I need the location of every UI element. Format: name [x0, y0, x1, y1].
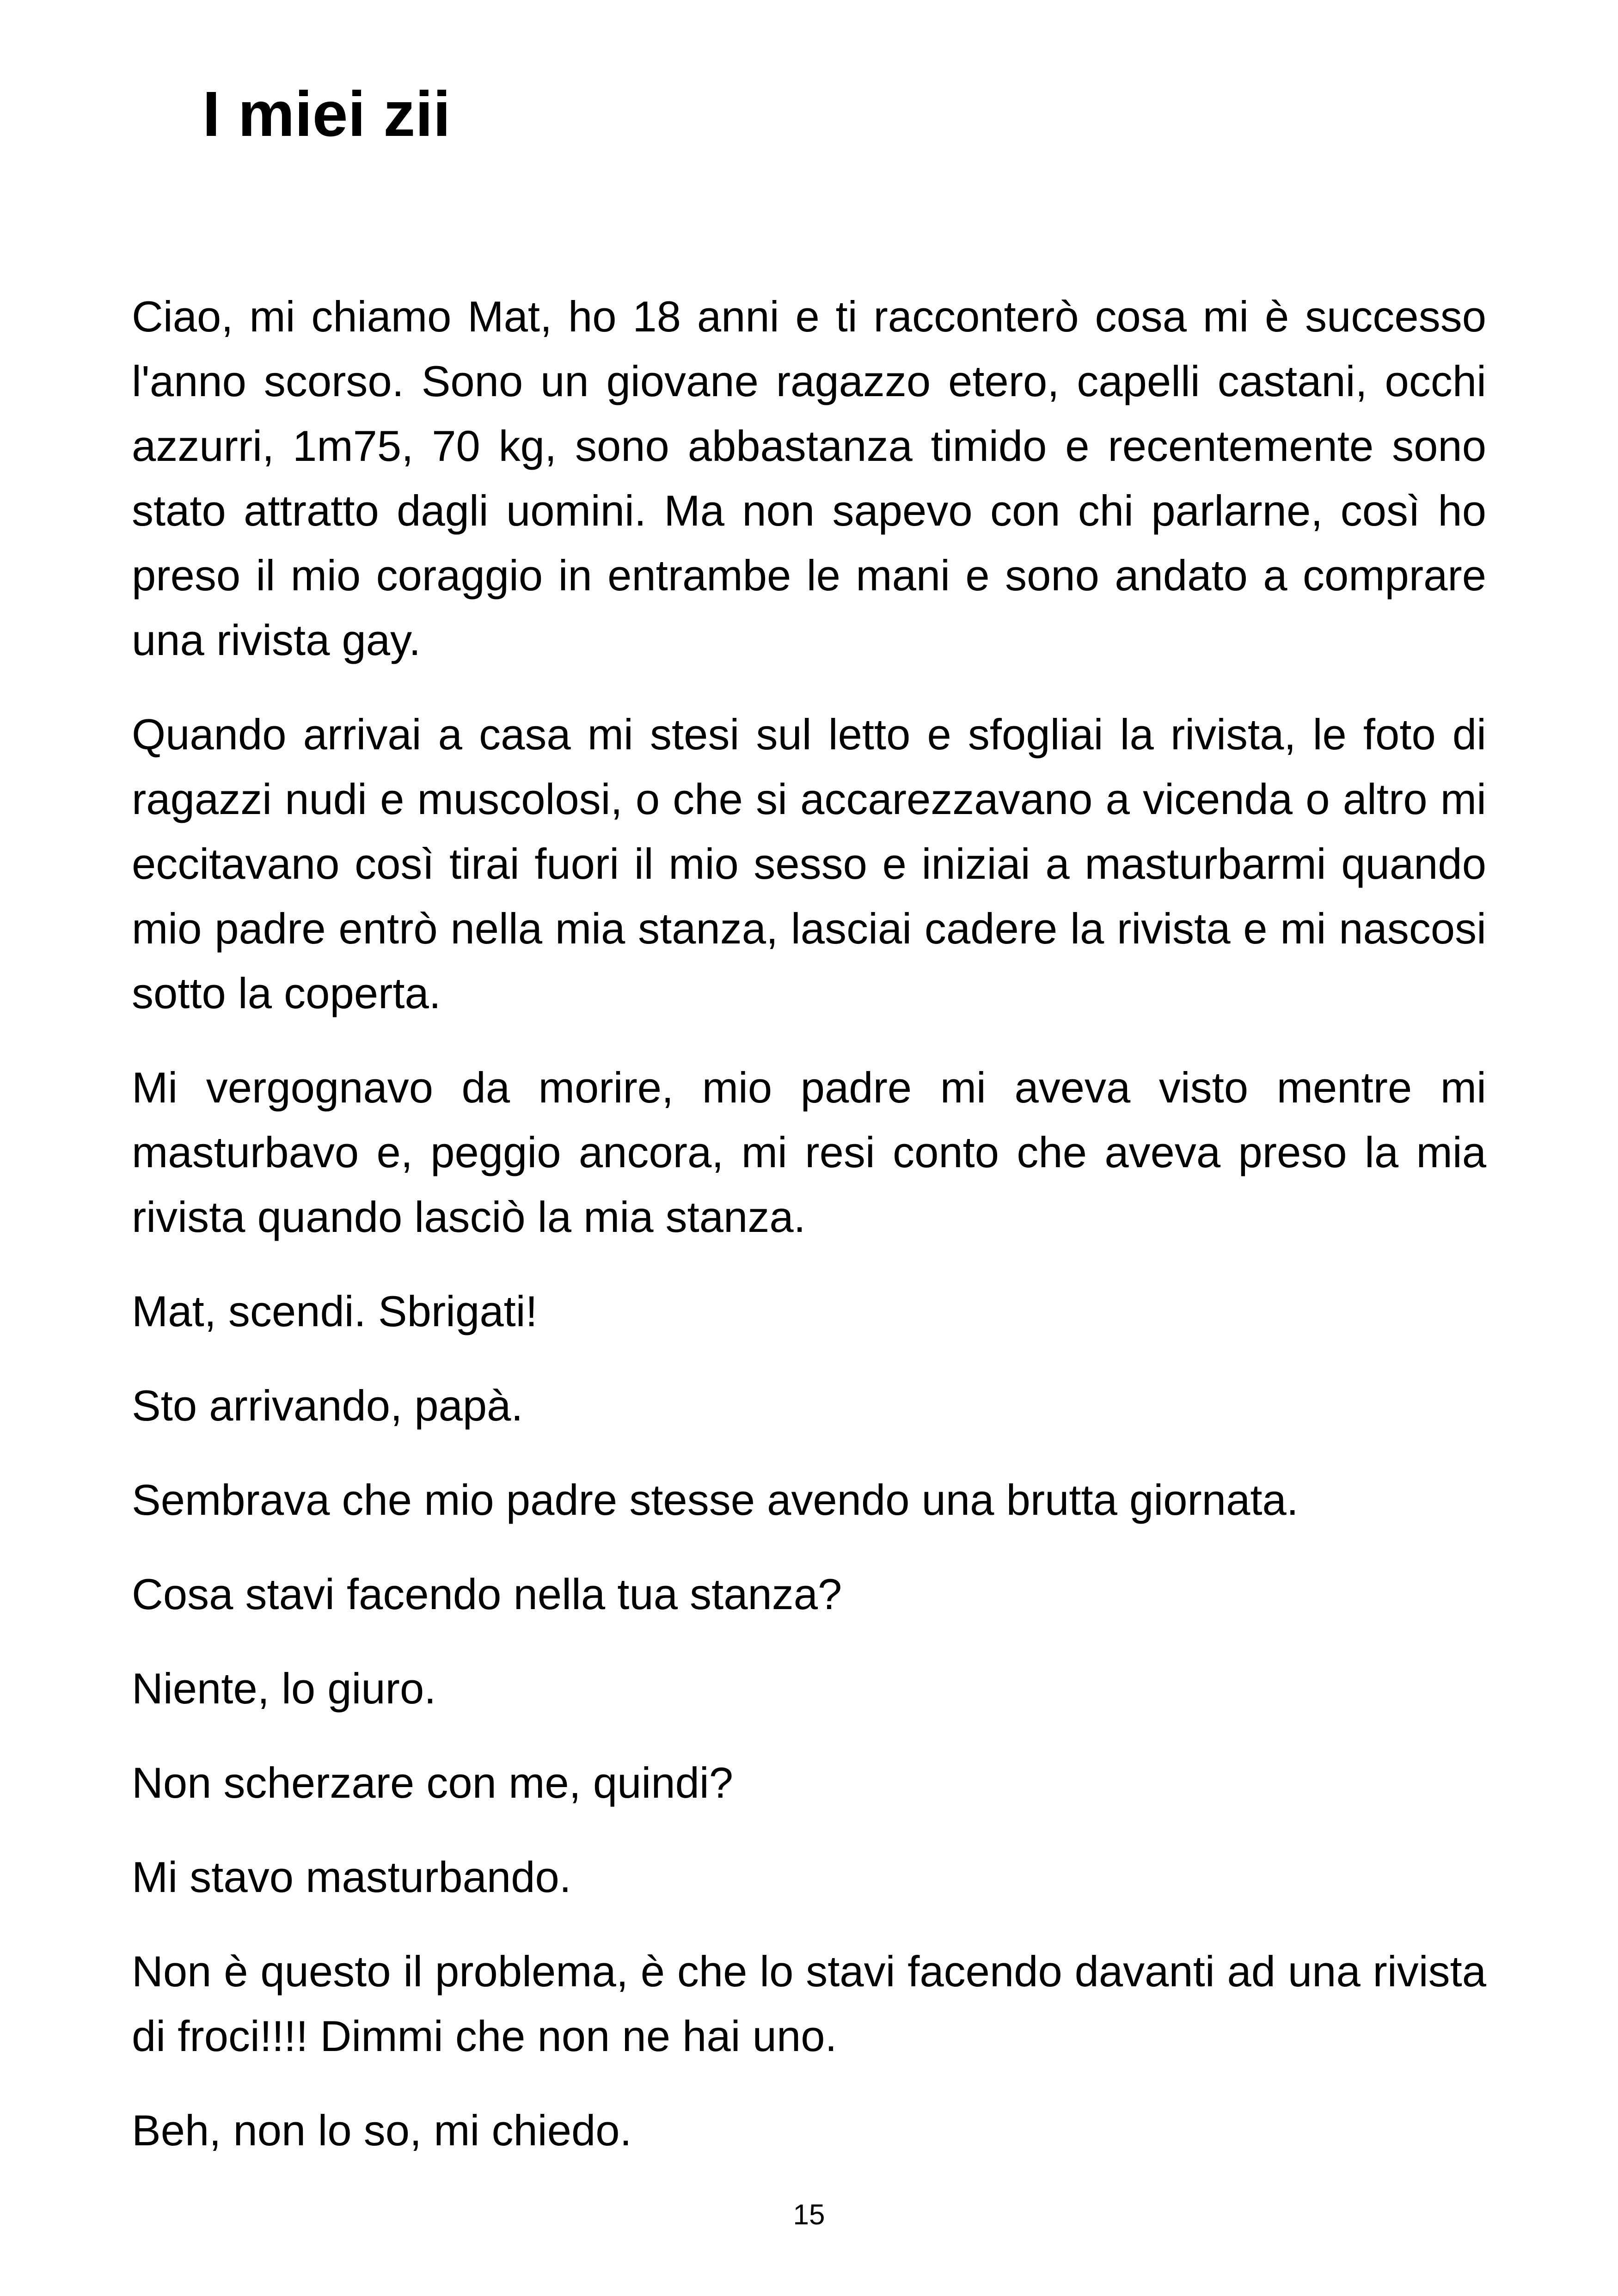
paragraph: Ciao, mi chiamo Mat, ho 18 anni e ti racconterò cosa mi è successo l'anno scorso. Sono un giovane ragazzo etero, capelli castani, occhi azzurri, 1m75, 70 kg, sono abbastanza timido e recentemente sono stato attratto dagli uomini. Ma non sapevo con chi parlarne, così ho preso il mio coraggio in entrambe le mani e sono andato a comprare una rivista gay.	[132, 292, 1486, 664]
paragraph: Mi vergognavo da morire, mio padre mi aveva visto mentre mi masturbavo e, peggio ancora, mi resi conto che aveva preso la mia rivista quando lasciò la mia stanza.	[132, 1063, 1486, 1241]
document-body	[132, 284, 1486, 2192]
page-number: 15	[793, 2199, 825, 2231]
paragraph: Non scherzare con me, quindi?	[132, 1758, 734, 1807]
paragraph: Mat, scendi. Sbrigati!	[132, 1287, 538, 1335]
paragraph: Mi stavo masturbando.	[132, 1853, 571, 1901]
paragraph: Non è questo il problema, è che lo stavi facendo davanti ad una rivista di froci!!!! Dimmi che non ne hai uno.	[132, 1947, 1486, 2060]
paragraph: Cosa stavi facendo nella tua stanza?	[132, 1570, 842, 1618]
paragraph: Niente, lo giuro.	[132, 1664, 436, 1713]
page-title: I miei zii	[202, 79, 451, 150]
paragraph: Sembrava che mio padre stesse avendo una brutta giornata.	[132, 1476, 1299, 1524]
paragraph: Quando arrivai a casa mi stesi sul letto e sfogliai la rivista, le foto di ragazzi nudi e muscolosi, o che si accarezzavano a vicenda o altro mi eccitavano così tirai fuori il mio sesso e iniziai a masturbarmi quando mio padre entrò nella mia stanza, lasciai cadere la rivista e mi nascosi sotto la coperta.	[132, 710, 1486, 1017]
paragraph: Sto arrivando, papà.	[132, 1381, 523, 1430]
paragraph: Beh, non lo so, mi chiedo.	[132, 2106, 632, 2155]
